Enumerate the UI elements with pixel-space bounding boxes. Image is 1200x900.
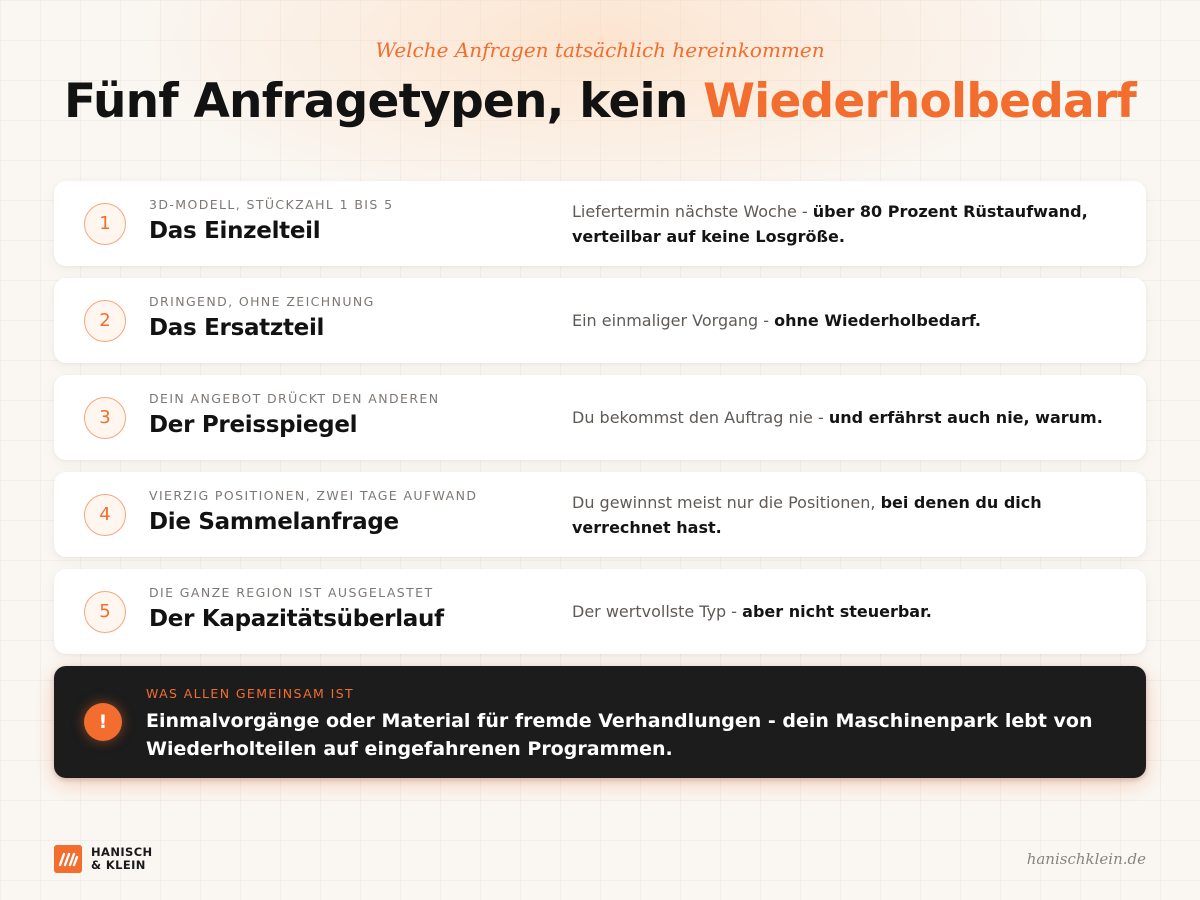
desc-plain: Du gewinnst meist nur die Positionen, <box>572 492 881 512</box>
page-title <box>0 74 1200 129</box>
card-description <box>572 181 1112 266</box>
card-title: Das Ersatzteil <box>149 315 325 341</box>
logo-wordmark <box>91 846 153 872</box>
number-badge: 4 <box>84 494 126 536</box>
callout-text: Einmalvorgänge oder Material für fremde Verhandlungen - dein Maschinenpark lebt von Wiederholteilen auf eingefahrenen Programmen. <box>146 710 1093 760</box>
desc-plain: Ein einmaliger Vorgang - <box>572 311 775 330</box>
card-description <box>572 375 1112 460</box>
request-type-list <box>54 181 1146 666</box>
title-main: Fünf Anfragetypen, kein <box>63 74 704 129</box>
card-description <box>572 472 1112 557</box>
desc-bold: und erfährst auch nie, warum. <box>828 408 1103 427</box>
desc-bold: bei denen du dich verrechnet hast. <box>572 492 1042 537</box>
desc-plain: Du bekommst den Auftrag nie - <box>572 408 829 427</box>
number-badge: 1 <box>84 203 126 245</box>
card-label: DEIN ANGEBOT DRÜCKT DEN ANDEREN <box>149 391 440 406</box>
card-label: DIE GANZE REGION IST AUSGELASTET <box>149 585 434 600</box>
card-description <box>572 569 1112 654</box>
summary-callout <box>54 666 1146 778</box>
card-label: VIERZIG POSITIONEN, ZWEI TAGE AUFWAND <box>149 488 478 503</box>
title-accent: Wiederholbedarf <box>703 74 1136 129</box>
request-card-einzelteil <box>54 181 1146 266</box>
desc-bold: über 80 Prozent Rüstaufwand, verteilbar auf keine Losgröße. <box>572 201 1088 246</box>
request-card-ersatzteil <box>54 278 1146 363</box>
number-badge: 3 <box>84 397 126 439</box>
card-label: DRINGEND, OHNE ZEICHNUNG <box>149 294 375 309</box>
card-title: Der Kapazitätsüberlauf <box>149 606 444 632</box>
desc-plain: Liefertermin nächste Woche - <box>572 201 813 221</box>
card-title: Die Sammelanfrage <box>149 509 399 535</box>
alert-icon: ! <box>84 703 122 741</box>
website-url: hanischklein.de <box>1026 850 1146 868</box>
logo-line-1: HANISCH <box>91 845 153 859</box>
card-title: Das Einzelteil <box>149 218 321 244</box>
desc-plain: Der wertvollste Typ - <box>572 602 743 621</box>
request-card-preisspiegel <box>54 375 1146 460</box>
callout-label: WAS ALLEN GEMEINSAM IST <box>146 686 355 701</box>
logo-line-2: & KLEIN <box>91 858 146 872</box>
card-title: Der Preisspiegel <box>149 412 358 438</box>
desc-bold: ohne Wiederholbedarf. <box>774 311 982 330</box>
card-description <box>572 278 1112 363</box>
brand-logo <box>54 845 153 873</box>
number-badge: 5 <box>84 591 126 633</box>
desc-bold: aber nicht steuerbar. <box>742 602 932 621</box>
number-badge: 2 <box>84 300 126 342</box>
request-card-kapazitaetsueberlauf <box>54 569 1146 654</box>
logo-mark-icon <box>54 845 82 873</box>
kicker-text: Welche Anfragen tatsächlich hereinkommen <box>375 38 825 62</box>
request-card-sammelanfrage <box>54 472 1146 557</box>
card-label: 3D-MODELL, STÜCKZAHL 1 BIS 5 <box>149 197 394 212</box>
